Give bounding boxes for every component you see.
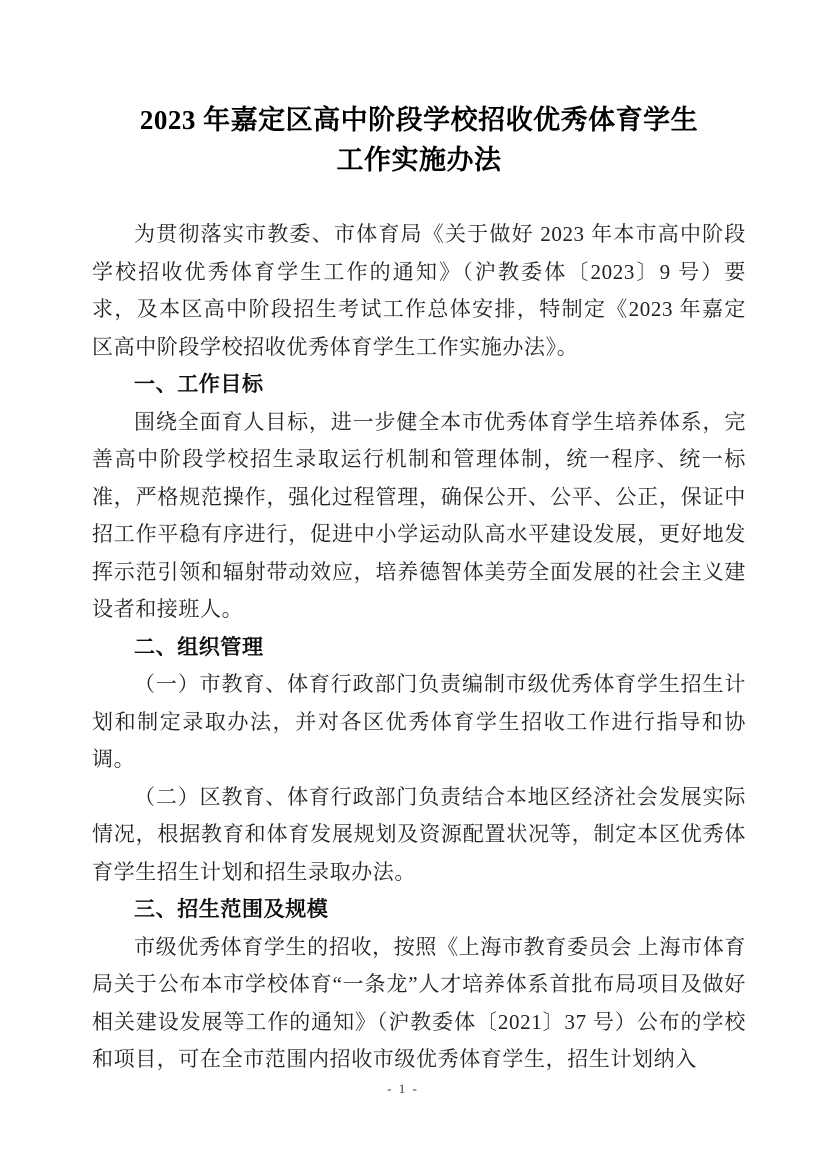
page-number: - 1 - <box>387 1081 419 1096</box>
paragraph-work-goals: 围绕全面育人目标，进一步健全本市优秀体育学生培养体系，完善高中阶段学校招生录取运行机制和管理体制，统一程序、统一标准，严格规范操作，强化过程管理，确保公开、公平、公正，保证中招工作平稳有序进行，促进中小学运动队高水平建设发展，更好地发挥示范引领和辐射带动效应，培养德智体美劳全面发展的社会主义建设者和接班人。 <box>92 409 746 621</box>
paragraph-organization-item-1: （一）市教育、体育行政部门负责编制市级优秀体育学生招生计划和制定录取办法，并对各区优秀体育学生招收工作进行指导和协调。 <box>92 672 746 771</box>
title-line-1: 2023 年嘉定区高中阶段学校招收优秀体育学生 <box>139 105 699 135</box>
section-heading-organization: 二、组织管理 <box>134 635 264 659</box>
document-title <box>92 100 746 180</box>
section-heading-work-goals: 一、工作目标 <box>134 373 264 396</box>
section-heading-enrollment-scope: 三、招生范围及规模 <box>134 898 329 921</box>
paragraph-organization-item-2: （二）区教育、体育行政部门负责结合本地区经济社会发展实际情况，根据教育和体育发展规划及资源配置状况等，制定本区优秀体育学生招生计划和招生录取办法。 <box>92 784 746 884</box>
paragraph-enrollment-scope: 市级优秀体育学生的招收，按照《上海市教育委员会 上海市体育局关于公布本市学校体育“一条龙”人才培养体系首批布局项目及做好相关建设发展等工作的通知》（沪教委体〔2021〕37 号）公布的学校和项目，可在全市范围内招收市级优秀体育学生，招生计划纳入 <box>92 934 746 1071</box>
title-line-2: 工作实施办法 <box>336 145 502 175</box>
paragraph-preamble: 为贯彻落实市教委、市体育局《关于做好 2023 年本市高中阶段学校招收优秀体育学生工作的通知》（沪教委体〔2023〕9 号）要求，及本区高中阶段招生考试工作总体安排，特制定《2023 年嘉定区高中阶段学校招收优秀体育学生工作实施办法》。 <box>92 222 746 359</box>
document-body <box>92 100 746 1079</box>
page-footer <box>0 1080 806 1098</box>
